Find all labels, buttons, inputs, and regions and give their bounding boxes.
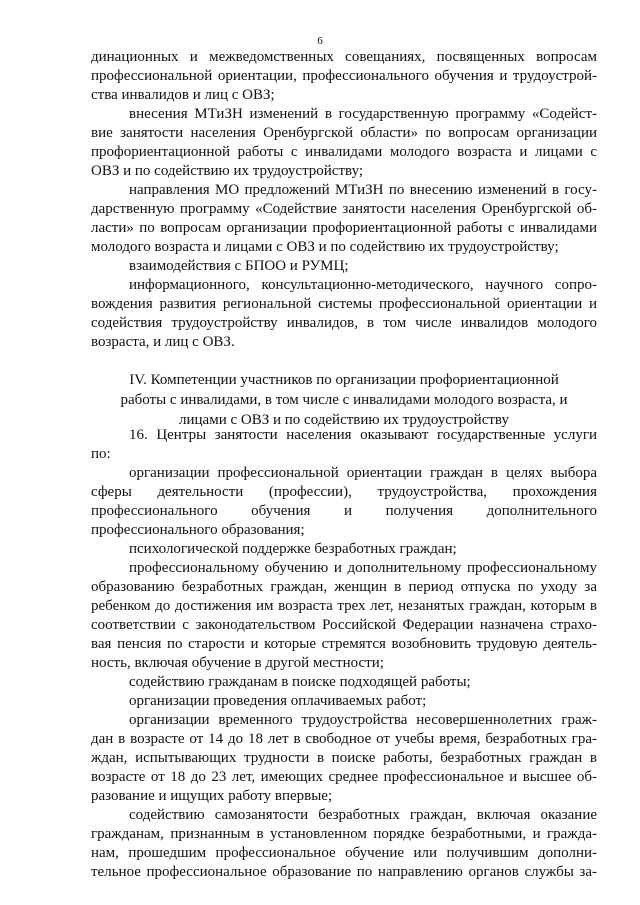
text-line: профессиональной ориентации, профессионального обучения и трудоустрой- xyxy=(91,68,597,84)
text-line: направления МО предложений МТиЗН по внесению изменений в госу- xyxy=(129,182,597,198)
text-line: динационных и межведомственных совещаниях, посвященных вопросам xyxy=(91,49,597,65)
text-line: профессионального образования; xyxy=(91,522,305,538)
text-line: организации профессиональной ориентации граждан в целях выбора xyxy=(129,465,597,481)
text-line: профориентационной работы с инвалидами молодого возраста и лицами с xyxy=(91,144,597,160)
text-line: по: xyxy=(91,446,111,462)
text-line: содействия трудоустройству инвалидов, в том числе инвалидов молодого xyxy=(91,315,597,331)
text-line: возрасте от 18 до 23 лет, имеющих среднее профессиональное и высшее об- xyxy=(91,769,597,785)
text-line: вождения развития региональной системы профессиональной ориентации и xyxy=(91,296,597,312)
bottom-text-block xyxy=(91,426,597,882)
text-line: дарственную программу «Содействие занятости населения Оренбургской об- xyxy=(91,201,597,217)
text-line: информационного, консультационно-методического, научного сопро- xyxy=(129,277,597,293)
text-line: 16. Центры занятости населения оказывают государственные услуги xyxy=(129,427,597,443)
text-line: соответствии с законодательством Российской Федерации назначена страхо- xyxy=(91,617,597,633)
text-line: внесения МТиЗН изменений в государственную программу «Содейст- xyxy=(129,106,597,122)
text-line: молодого возраста и лицами с ОВЗ и по содействию их трудоустройству; xyxy=(91,239,559,255)
text-line: ждан, испытывающих трудности в поиске работы, безработных граждан в xyxy=(91,750,597,766)
text-line: сферы деятельности (профессии), трудоустройства, прохождения xyxy=(91,484,597,500)
section-heading-line: работы с инвалидами, в том числе с инвалидами молодого возраста, и xyxy=(120,392,568,408)
text-line: гражданам, признанным в установленном порядке безработными, и гражда- xyxy=(91,826,597,842)
text-line: организации временного трудоустройства несовершеннолетних граж- xyxy=(129,712,597,728)
text-line: организации проведения оплачиваемых работ; xyxy=(129,693,427,709)
text-line: ребенком до достижения им возраста трех лет, незанятых граждан, которым в xyxy=(91,598,597,614)
text-line: нам, прошедшим профессиональное обучение или получившим дополни- xyxy=(91,845,597,861)
text-line: тельное профессиональное образование по направлению органов службы за- xyxy=(91,864,597,880)
text-line: ОВЗ и по содействию их трудоустройству; xyxy=(91,163,364,179)
text-line: ласти» по вопросам организации профориентационной работы с инвалидами xyxy=(91,220,597,236)
section-heading-line: IV. Компетенции участников по организации профориентационной xyxy=(129,372,559,388)
text-line: профессионального обучения и получения дополнительного xyxy=(91,503,597,519)
text-line: вая пенсия по старости и которые стремятся возобновить трудовую деятель- xyxy=(91,636,597,652)
text-line: ства инвалидов и лиц с ОВЗ; xyxy=(91,87,275,103)
text-line: ность, включая обучение в другой местности; xyxy=(91,655,384,671)
section-heading-line: лицами с ОВЗ и по содействию их трудоустройству xyxy=(179,412,509,428)
text-line: содействию гражданам в поиске подходящей работы; xyxy=(129,674,471,690)
top-text-block xyxy=(91,48,597,352)
text-line: взаимодействия с БПОО и РУМЦ; xyxy=(129,258,349,274)
text-line: разование и ищущих работу впервые; xyxy=(91,788,333,804)
text-line: дан в возрасте от 14 до 18 лет в свободное от учебы время, безработных гра- xyxy=(91,731,597,747)
text-line: содействию самозанятости безработных граждан, включая оказание xyxy=(129,807,597,823)
text-line: вие занятости населения Оренбургской области» по вопросам организации xyxy=(91,125,597,141)
text-line: психологической поддержке безработных граждан; xyxy=(129,541,457,557)
text-line: возраста, и лиц с ОВЗ. xyxy=(91,334,235,350)
text-line: профессиональному обучению и дополнительному профессиональному xyxy=(129,560,597,576)
section-heading xyxy=(91,370,597,430)
page-number: 6 xyxy=(317,35,323,47)
text-line: образованию безработных граждан, женщин в период отпуска по уходу за xyxy=(91,579,597,595)
